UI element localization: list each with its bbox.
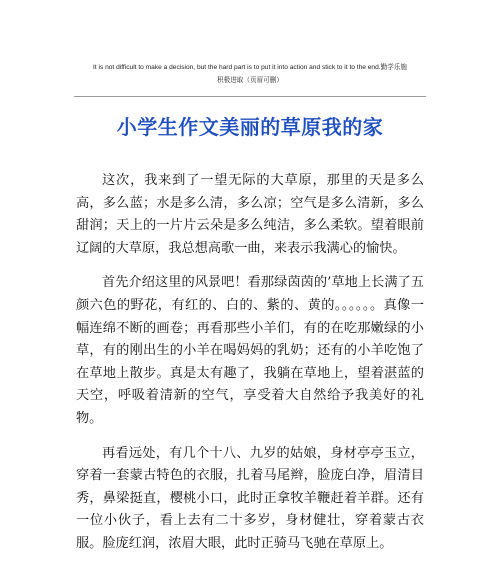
page-header-note bbox=[74, 62, 426, 86]
document-title: 小学生作文美丽的草原我的家 bbox=[116, 115, 384, 139]
paragraph-1: 这次，我来到了一望无际的大草原，那里的天是多么高，多么蓝；水是多么清，多么凉；空气是多么清新，多么甜润；天上的一片片云朵是多么纯洁，多么柔软。望着眼前辽阔的大草原，我总想高歌一曲，来表示我满心的愉快。 bbox=[76, 173, 424, 256]
header-divider bbox=[74, 96, 426, 97]
header-note-english: It is not difficult to make a decision, but the hard part is to put it into action and stick to it to the end. bbox=[93, 64, 381, 71]
paragraph-2: 首先介绍这里的风景吧！看那绿茵茵的’草地上长满了五颜六色的野花，有红的、白的、紫的、黄的。。。。。。真像一幅连绵不断的画卷；再看那些小羊们，有的在吃那嫩绿的小草，有的刚出生的小羊在喝妈妈的乳奶；还有的小羊吃饱了在草地上散步。真是太有趣了，我躺在草地上，望着湛蓝的天空，呼吸着清新的空气，享受着大自然给予我美好的礼物。 bbox=[76, 275, 424, 426]
document-body bbox=[76, 170, 424, 566]
header-note-line2: 积极进取（页眉可删） bbox=[217, 76, 283, 84]
header-note-chinese: 勤学乐施 bbox=[380, 64, 407, 71]
paragraph-3: 再看远处，有几个十八、九岁的姑娘，身材亭亭玉立，穿着一套蒙古特色的衣服，扎着马尾辫，脸庞白净，眉清目秀，鼻梁挺直，樱桃小口，此时正拿牧羊鞭赶着羊群。还有一位小伙子，看上去有二十多岁，身材健壮，穿着蒙古衣服。脸庞红润，浓眉大眼，此时正骑马飞驰在草原上。 bbox=[76, 445, 424, 551]
